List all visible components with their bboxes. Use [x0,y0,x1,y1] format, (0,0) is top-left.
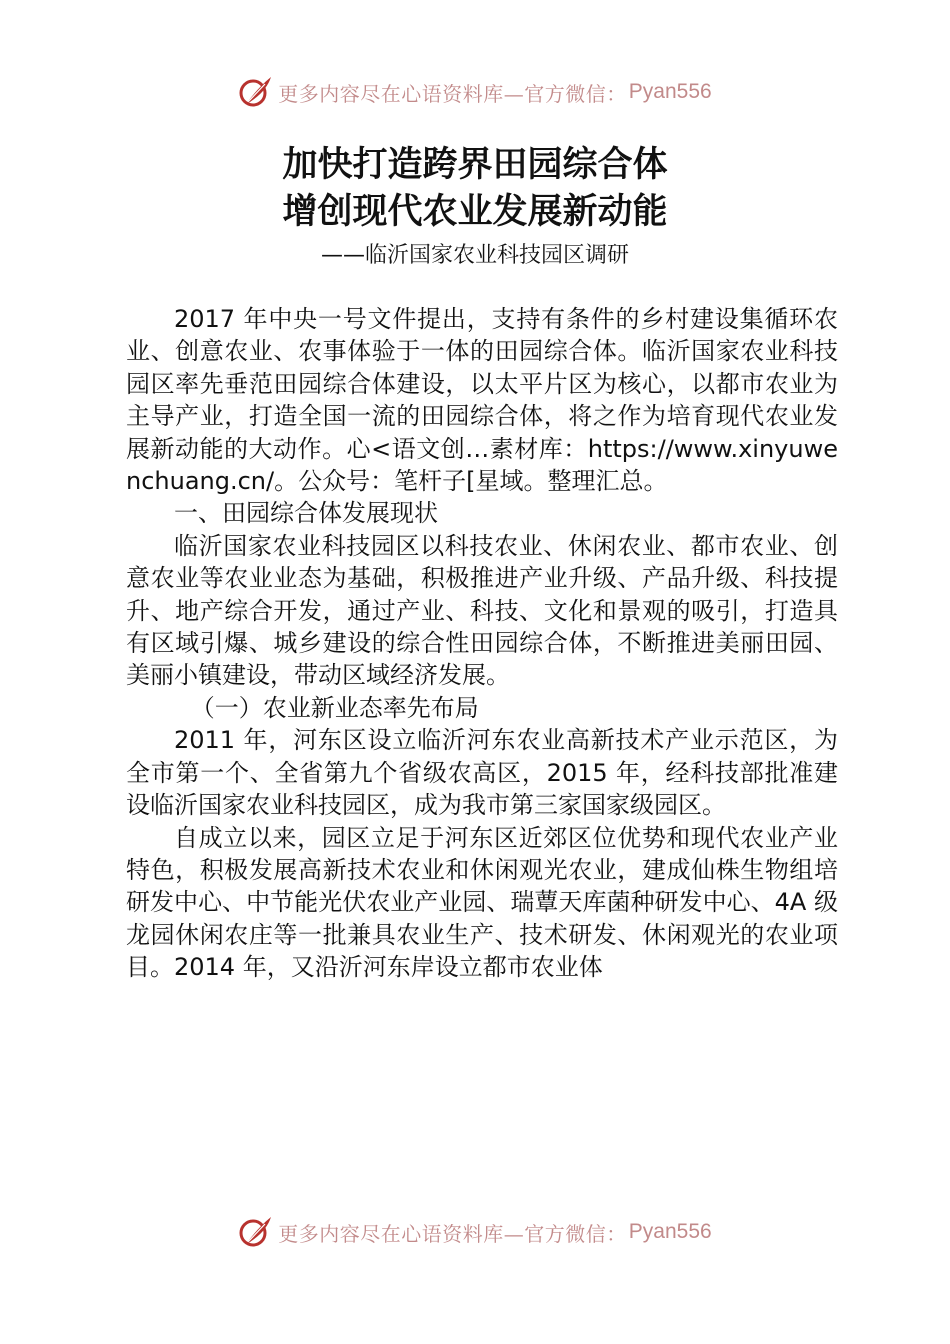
header-wechat-id: Pyan556 [628,80,712,103]
quill-pen-logo-icon [238,1214,274,1250]
quill-pen-logo-icon [238,74,274,110]
document-subtitle: ——临沂国家农业科技园区调研 [320,243,629,268]
section-heading-status: 一、田园综合体发展现状 [174,499,438,528]
document-title-line1: 加快打造跨界田园综合体 [282,144,668,185]
footer-banner [0,1210,950,1254]
document-body [126,303,838,984]
paragraph-development: 自成立以来，园区立足于河东区近郊区位优势和现代农业产业特色，积极发展高新技术农业和休闲观光农业，建成仙株生物组培研发中心、中节能光伏农业产业园、瑞蕈天库菌种研发中心、4A 级龙园休闲农庄等一批兼具农业生产、技术研发、休闲观光的农业项目。2014 年，又沿沂河东岸设立都市农业体 [126,823,838,982]
header-promo-text: 更多内容尽在心语资料库—官方微信： [278,81,627,106]
paragraph-history: 2011 年，河东区设立临沂河东农业高新技术产业示范区，为全市第一个、全省第九个省级农高区，2015 年，经科技部批准建设临沂国家农业科技园区，成为我市第三家国家级园区。 [126,726,838,820]
footer-promo-text: 更多内容尽在心语资料库—官方微信： [278,1221,627,1246]
paragraph-overview: 临沂国家农业科技园区以科技农业、休闲农业、都市农业、创意农业等农业业态为基础，积极推进产业升级、产品升级、科技提升、地产综合开发，通过产业、科技、文化和景观的吸引，打造具有区域引爆、城乡建设的综合性田园综合体，不断推进美丽田园、美丽小镇建设，带动区域经济发展。 [126,531,838,690]
subsection-heading-new-formats: （一）农业新业态率先布局 [190,693,479,722]
header-banner [0,70,950,114]
paragraph-intro: 2017 年中央一号文件提出，支持有条件的乡村建设集循环农业、创意农业、农事体验于一体的田园综合体。临沂国家农业科技园区率先垂范田园综合体建设，以太平片区为核心，以都市农业为主导产业，打造全国一流的田园综合体，将之作为培育现代农业发展新动能的大动作。心<语文创…素材库：https://www.xinyuwenchuang.cn/。公众号：笔杆子[星域。整理汇总。 [126,305,838,496]
footer-wechat-id: Pyan556 [628,1220,712,1243]
document-title-line2: 增创现代农业发展新动能 [282,191,668,232]
